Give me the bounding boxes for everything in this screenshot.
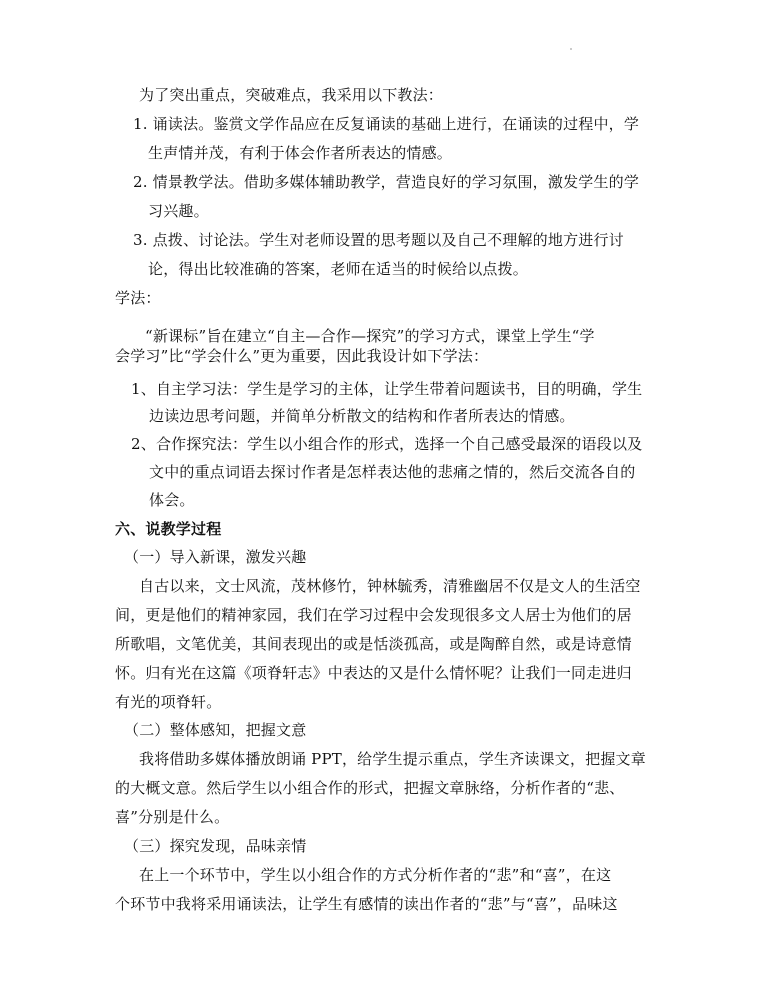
text-line: 在上一个环节中，学生以小组合作的方式分析作者的“悲”和“喜”，在这	[139, 866, 612, 884]
text-line: 生声情并茂，有利于体会作者所表达的情感。	[148, 144, 453, 162]
text-line: 间，更是他们的精神家园，我们在学习过程中会发现很多文人居士为他们的居	[115, 606, 632, 624]
text-line: 1. 诵读法。鉴赏文学作品应在反复诵读的基础上进行，在诵读的过程中，学	[133, 115, 640, 133]
subsection-heading: （三）探究发现，品味亲情	[124, 837, 307, 855]
text-line: “新课标”旨在建立“自主—合作—探究”的学习方式，课堂上学生“学	[145, 327, 595, 345]
text-line: 习兴趣。	[148, 202, 209, 220]
text-line: 边读边思考问题，并简单分析散文的结构和作者所表达的情感。	[149, 407, 575, 425]
text-line: 3. 点拨、讨论法。学生对老师设置的思考题以及自己不理解的地方进行讨	[133, 231, 624, 249]
section-heading: 六、说教学过程	[115, 520, 222, 538]
text-line: 所歌唱，文笔优美，其间表现出的或是恬淡孤高，或是陶醉自然，或是诗意情	[115, 635, 632, 653]
text-line: 怀。归有光在这篇《项脊轩志》中表达的又是什么情怀呢？让我们一同走进归	[115, 664, 632, 682]
text-line: 个环节中我将采用诵读法，让学生有感情的读出作者的“悲”与“喜”，品味这	[115, 895, 618, 913]
text-line: 喜”分别是什么。	[115, 808, 230, 826]
text-line: 有光的项脊轩。	[115, 693, 222, 711]
text-line: 会学习”比“学会什么”更为重要，因此我设计如下学法：	[115, 347, 489, 365]
page-mark	[570, 48, 572, 50]
text-line: 2. 情景教学法。借助多媒体辅助教学，营造良好的学习氛围，激发学生的学	[133, 173, 640, 191]
text-line: 为了突出重点，突破难点，我采用以下教法：	[139, 86, 444, 104]
subsection-heading: （一）导入新课，激发兴趣	[124, 548, 307, 566]
text-line: 2、合作探究法：学生以小组合作的形式，选择一个自己感受最深的语段以及	[131, 435, 643, 453]
text-line: 体会。	[149, 491, 195, 509]
subsection-heading: （二）整体感知，把握文意	[124, 721, 307, 739]
section-label: 学法：	[115, 289, 161, 307]
text-line: 自古以来，文士风流，茂林修竹，钟林毓秀，清雅幽居不仅是文人的生活空	[139, 577, 641, 595]
text-line: 文中的重点词语去探讨作者是怎样表达他的悲痛之情的，然后交流各自的	[149, 463, 636, 481]
text-line: 的大概文意。然后学生以小组合作的形式，把握文章脉络，分析作者的“悲、	[115, 779, 625, 797]
text-line: 1、自主学习法：学生是学习的主体，让学生带着问题读书，目的明确，学生	[131, 380, 643, 398]
text-line: 我将借助多媒体播放朗诵 PPT，给学生提示重点，学生齐读课文，把握文章	[139, 750, 646, 768]
text-line: 论，得出比较准确的答案，老师在适当的时候给以点拨。	[148, 260, 529, 278]
